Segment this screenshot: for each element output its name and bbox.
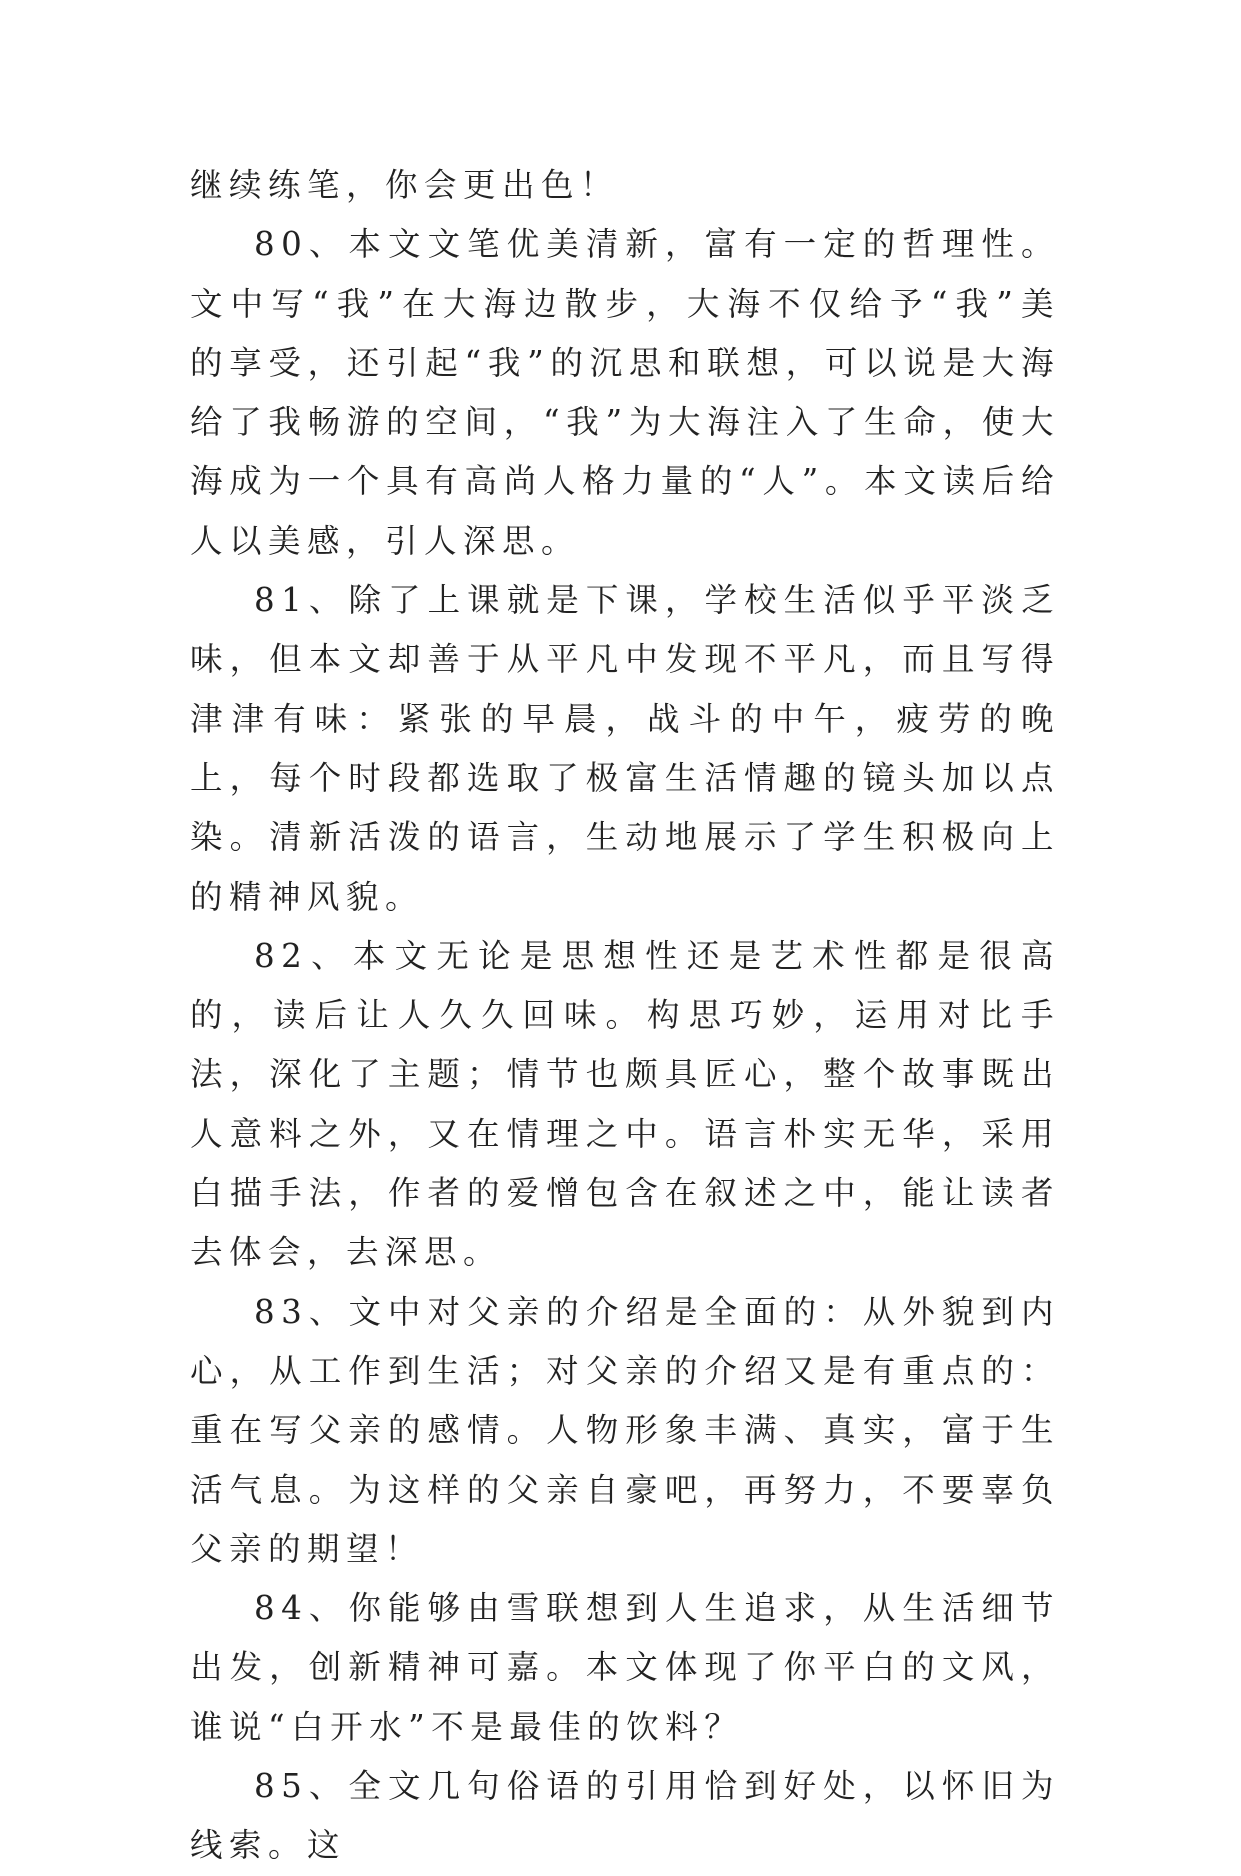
paragraph-number: 81、 [254, 581, 349, 620]
paragraph-text: 继续练笔，你会更出色！ [190, 166, 620, 204]
paragraph-84 [190, 1579, 1060, 1757]
paragraph-text: 本文文笔优美清新，富有一定的哲理性。文中写“我”在大海边散步，大海不仅给予“我”美的享受，还引起“我”的沉思和联想，可以说是大海给了我畅游的空间，“我”为大海注入了生命，使大海成为一个具有高尚人格力量的“人”。本文读后给人以美感，引人深思。 [190, 225, 1060, 560]
paragraph-text: 全文几句俗语的引用恰到好处，以怀旧为线索。这 [190, 1767, 1060, 1865]
paragraph-text: 你能够由雪联想到人生追求，从生活细节出发，创新精神可嘉。本文体现了你平白的文风，谁说“白开水”不是最佳的饮料？ [190, 1589, 1060, 1746]
paragraph-81 [190, 571, 1060, 927]
paragraph-number: 82、 [254, 936, 353, 975]
paragraph-85 [190, 1757, 1060, 1876]
paragraph-text: 文中对父亲的介绍是全面的：从外貌到内心，从工作到生活；对父亲的介绍又是有重点的：重在写父亲的感情。人物形象丰满、真实，富于生活气息。为这样的父亲自豪吧，再努力，不要辜负父亲的期望！ [190, 1292, 1060, 1568]
paragraph-number: 85、 [254, 1767, 349, 1806]
paragraph-number: 83、 [254, 1292, 349, 1331]
paragraph-83 [190, 1283, 1060, 1579]
document-body [190, 156, 1060, 1876]
paragraph-text: 本文无论是思想性还是艺术性都是很高的，读后让人久久回味。构思巧妙，运用对比手法，深化了主题；情节也颇具匠心，整个故事既出人意料之外，又在情理之中。语言朴实无华，采用白描手法，作者的爱憎包含在叙述之中，能让读者去体会，去深思。 [190, 936, 1060, 1272]
paragraph-continuation [190, 156, 1060, 215]
paragraph-number: 84、 [254, 1589, 349, 1628]
paragraph-82 [190, 927, 1060, 1283]
paragraph-80 [190, 215, 1060, 571]
paragraph-number: 80、 [254, 225, 349, 264]
paragraph-text: 除了上课就是下课，学校生活似乎平淡乏味，但本文却善于从平凡中发现不平凡，而且写得津津有味：紧张的早晨，战斗的中午，疲劳的晚上，每个时段都选取了极富生活情趣的镜头加以点染。清新活泼的语言，生动地展示了学生积极向上的精神风貌。 [190, 581, 1060, 916]
